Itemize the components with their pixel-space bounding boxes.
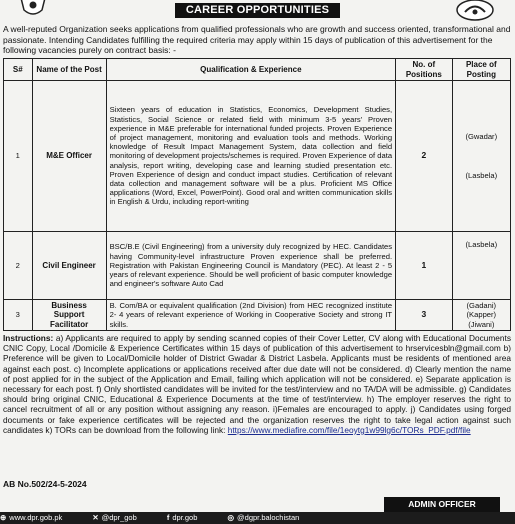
row-qualification: BSC/B.E (Civil Engineering) from a university duly recognized by HEC. Candidates having Community-level infrastructure Proven experience shall be preferred. Registration with Pakistan Engineering Council is Mandatory (PEC). At least 2 - 5 years of relevant experience. Should be well proficient of basic computer knowledge and engineer's software Auto Cad bbox=[106, 232, 395, 300]
instructions-label: Instructions: bbox=[3, 333, 54, 343]
place-item: (Lasbela) bbox=[465, 240, 498, 249]
footer-website[interactable]: ⊕ www.dpr.gob.pk bbox=[0, 513, 63, 522]
globe-icon: ⊕ bbox=[0, 513, 7, 522]
table-row bbox=[4, 300, 511, 331]
signatory-label: ADMIN OFFICER bbox=[384, 497, 500, 512]
row-positions: 3 bbox=[396, 300, 453, 331]
footer-facebook[interactable]: f dpr.gob bbox=[166, 513, 198, 522]
row-qualification: Sixteen years of education in Statistics, Economics, Development Studies, Statistics, Social Science or related field with minimum 3-5 years' Proven experience in M&E preferable for international funded projects. Proven Experience of project management, monitoring and evaluation tools and methods. Working knowledge of Result Impact Management System, data collection and field monitoring of development projects/schemes is required. Proven Experience of data analysis, report writing, developing case and learning studied presentation etc. Proven Experience of design and conduct impact studies. Certification of relevant data collection and management software will be a plus. Proficient MS Office applications (Word, Excel, PowerPoint). Good oral and written communication skills in English & Urdu, including report-writing bbox=[106, 81, 395, 232]
footer-social[interactable]: ◎ @dgpr.balochistan bbox=[227, 513, 300, 522]
place-item: (Jiwani) bbox=[468, 319, 495, 329]
instructions-text: a) Applicants are required to apply by sending scanned copies of their Cover Letter, CV along with Educational Documents CNIC Copy, Local /Domicile & Experience Certificates within 15 days of publication of this advertisement to hrservicesbln@gmail.com b) Preference will be given to Local/Domicile holder of District Gwadar & District Lasbela. Applicants must be residents of mentioned area against each post. c) Incomplete applications or applications received after due date will not be considered. d) Clearly mention the name of post applied for in the subject of the Application and Email, failing which application will not be considered. e) Separate application is necessary for each post. f) Only shortlisted candidates will be invited for the test/interview and no TA/DA will be admissible. g) Candidates should bring original CNIC, Educational & Experience Documents at the time of test/interview. h) The employer reserves the right to cancel recruitment of all or any position without assigning any reason. i)Females are encouraged to apply. j) Candidates using forged documents or fake experience certificates will be rejected and the organization reserves the right to take legal action against such candidates k) TORs can be download from the following link: bbox=[3, 333, 511, 435]
row-post: M&E Officer bbox=[32, 81, 106, 232]
row-positions: 2 bbox=[396, 81, 453, 232]
header-place: Place of Posting bbox=[452, 59, 510, 81]
row-sno: 2 bbox=[4, 232, 33, 300]
row-qualification: B. Com/BA or equivalent qualification (2nd Division) from HEC recognized institute 2- 4 years of relevant experience of Working in Cooperative Society and strong IT skills. bbox=[106, 300, 395, 331]
row-sno: 1 bbox=[4, 81, 33, 232]
header-positions: No. of Positions bbox=[396, 59, 453, 81]
row-place bbox=[452, 232, 510, 300]
header-sno: S# bbox=[4, 59, 33, 81]
page-title: CAREER OPPORTUNITIES bbox=[175, 3, 340, 18]
instagram-icon: ◎ bbox=[227, 513, 235, 522]
place-item: (Kapper) bbox=[466, 310, 497, 320]
header-qualification: Qualification & Experience bbox=[106, 59, 395, 81]
advertisement-reference: AB No.502/24-5-2024 bbox=[3, 479, 87, 489]
row-positions: 1 bbox=[396, 232, 453, 300]
twitter-icon: ✕ bbox=[92, 513, 99, 522]
instructions bbox=[3, 333, 511, 435]
header bbox=[0, 0, 515, 24]
intro-text: A well-reputed Organization seeks applications from qualified professionals who are growth and success oriented, transformational and passionate. Intending Candidates fulfilling the required criteria may apply within 15 days of publication of this advertisement for the following vacancies purely on contract basis: - bbox=[3, 24, 511, 56]
place-item: (Lasbela) bbox=[465, 171, 498, 180]
table-row bbox=[4, 232, 511, 300]
row-sno: 3 bbox=[4, 300, 33, 331]
row-post: Civil Engineer bbox=[32, 232, 106, 300]
row-place bbox=[452, 81, 510, 232]
row-place bbox=[452, 300, 510, 331]
footer-twitter[interactable]: ✕ @dpr_gob bbox=[92, 513, 137, 522]
vacancies-table bbox=[3, 58, 511, 331]
footer-bar bbox=[0, 512, 515, 524]
place-item: (Gwadar) bbox=[465, 131, 498, 141]
facebook-icon: f bbox=[166, 513, 170, 522]
row-post: Business Support Facilitator bbox=[32, 300, 106, 331]
tors-download-link[interactable]: https://www.mediafire.com/file/1eoytg1w99lg6c/TORs_PDF.pdf/file bbox=[227, 424, 471, 435]
table-header-row bbox=[4, 59, 511, 81]
place-item: (Gadani) bbox=[466, 301, 497, 311]
table-row bbox=[4, 81, 511, 232]
header-post: Name of the Post bbox=[32, 59, 106, 81]
organization-logo-icon bbox=[455, 0, 495, 22]
government-emblem-icon bbox=[18, 0, 48, 18]
